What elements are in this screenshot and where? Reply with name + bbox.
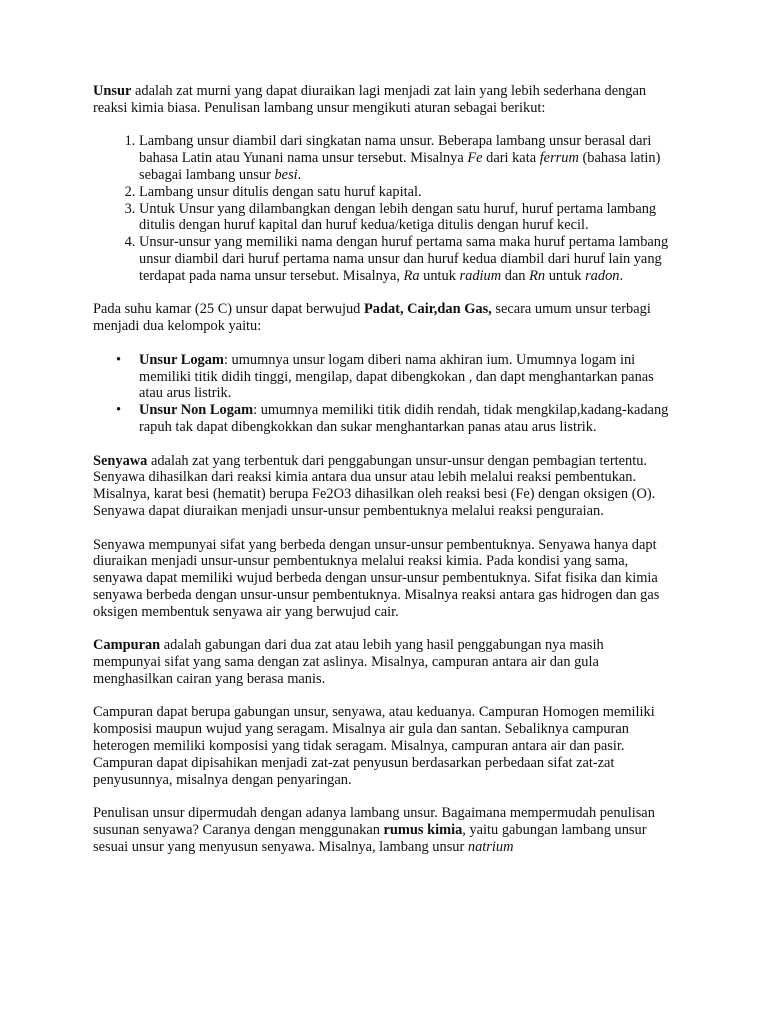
rule-4-text: dan (501, 267, 530, 284)
list-item (139, 201, 673, 235)
rule-1-text: Lambang unsur diambil dari singkatan nama unsur. Beberapa lambang unsur berasal dari bahasa Latin atau Yunani nama unsur tersebut. Misalnya (139, 133, 652, 167)
rules-list (93, 133, 673, 284)
wujud-text: Pada suhu kamar (25 C) unsur dapat berwujud (93, 301, 364, 318)
paragraph-senyawa-sifat: Senyawa mempunyai sifat yang berbeda dengan unsur-unsur pembentuknya. Senyawa hanya dapt diuraikan menjadi unsur-unsur pembentuknya melalui reaksi kimia. Pada kondisi yang sama, senyawa dapat memiliki wujud berbeda dengan unsur-unsur pembentuknya. Sifat fisika dan kimia senyawa berbeda dengan unsur-unsur pembentuknya. Misalnya reaksi antara gas hidrogen dan gas oksigen membentuk senyawa air yang berwujud cair. (93, 536, 660, 620)
list-item (139, 133, 673, 183)
rule-1-text: . (297, 166, 302, 183)
rumus-text: Penulisan unsur dipermudah dengan adanya lambang unsur. Bagaimana mempermudah penulisan susunan senyawa? Caranya dengan menggunakan (93, 805, 655, 839)
paragraph-campuran-jenis: Campuran dapat berupa gabungan unsur, senyawa, atau keduanya. Campuran Homogen memiliki komposisi maupun wujud yang seragam. Misalnya air gula dan santan. Sebaliknya campuran heterogen memiliki komposisi yang tidak seragam. Misalnya, campuran antara air dan pasir. Campuran dapat dipisahikan menjadi zat-zat penyusun berdasarkan perbedaan sifat zat-zat penyusunnya, misalnya dengan penyaringan. (93, 704, 655, 788)
rule-1-text: dari kata (482, 150, 540, 167)
rule-3-text: Untuk Unsur yang dilambangkan dengan lebih dengan satu huruf, huruf pertama lambang ditulis dengan huruf kapital dan huruf kedua/ketiga ditulis dengan huruf kecil. (139, 200, 657, 234)
paragraph-senyawa (93, 453, 673, 520)
bullet-icon: • (116, 351, 122, 368)
rule-2-text: Lambang unsur ditulis dengan satu huruf kapital. (139, 183, 422, 200)
list-item (139, 184, 673, 201)
unsur-intro: adalah zat murni yang dapat diuraikan lagi menjadi zat lain yang lebih sederhana dengan reaksi kimia biasa. Penulisan lambang unsur mengikuti aturan sebagai berikut: (93, 83, 647, 116)
campuran-text: adalah gabungan dari dua zat atau lebih yang hasil penggabungan nya masih mempunyai sifat yang sama dengan zat aslinya. Misalnya, campuran antara air dan gula menghasilkan cairan yang berasa manis. (93, 637, 604, 687)
list-item (139, 234, 673, 284)
paragraph-rumus-kimia (93, 805, 673, 855)
bullet-icon: • (116, 402, 122, 419)
kelompok-list (93, 352, 673, 436)
paragraph-unsur (93, 83, 673, 117)
word-radon: radon (585, 267, 620, 284)
term-campuran: Campuran (93, 637, 161, 654)
symbol-ra: Ra (403, 267, 420, 284)
word-natrium: natrium (467, 838, 514, 855)
senyawa-text: adalah zat yang terbentuk dari penggabungan unsur-unsur dengan pembagian tertentu. Senyawa dihasilkan dari reaksi kimia antara dua unsur atau lebih melalui reaksi pembentukan. Misalnya, karat besi (hematit) berupa Fe2O3 dihasilkan oleh reaksi besi (Fe) dengan oksigen (O). Senyawa dapat diuraikan menjadi unsur-unsur pembentuknya melalui reaksi penguraian. (93, 452, 656, 519)
word-radium: radium (459, 267, 502, 284)
nonlogam-text: : umumnya memiliki titik didih rendah, tidak mengkilap,kadang-kadang rapuh tak dapat dibengkokkan dan sukar menghantarkan panas atau arus listrik. (139, 402, 669, 435)
paragraph-campuran (93, 637, 673, 687)
word-ferrum: ferrum (539, 150, 579, 167)
symbol-rn: Rn (529, 267, 546, 284)
symbol-fe: Fe (467, 150, 483, 167)
wujud-text: secara umum unsur terbagi menjadi dua kelompok yaitu: (93, 301, 651, 335)
rule-4-text: untuk (545, 267, 586, 284)
rule-1-text: (bahasa latin) sebagai lambang unsur (139, 150, 661, 183)
rumus-text: , yaitu gabungan lambang unsur sesuai unsur yang menyusun senyawa. Misalnya, lambang unsur (93, 822, 647, 855)
rule-4-text: Unsur-unsur yang memiliki nama dengan huruf pertama sama maka huruf pertama lambang unsur diambil dari huruf pertama nama unsur dan huruf kedua diambil dari huruf lain yang terdapat pada nama unsur tersebut. Misalnya, (139, 234, 669, 284)
rule-4-text: . (619, 267, 624, 284)
document-page (93, 83, 673, 872)
word-besi: besi (274, 166, 298, 183)
list-item (116, 402, 673, 436)
rule-4-text: untuk (419, 267, 460, 284)
list-item (116, 351, 673, 402)
paragraph-wujud (93, 301, 673, 335)
term-unsur: Unsur (93, 83, 132, 99)
term-rumus-kimia: rumus kimia (383, 822, 463, 839)
wujud-bold: Padat, Cair,dan Gas, (363, 301, 492, 318)
term-unsur-non-logam: Unsur Non Logam (139, 402, 254, 419)
term-unsur-logam: Unsur Logam (139, 351, 224, 368)
logam-text: : umumnya unsur logam diberi nama akhiran ium. Umumnya logam ini memiliki titik didih tinggi, mengilap, dapat dibengkokan , dan dapt menghantarkan panas atau arus listrik. (139, 351, 654, 402)
term-senyawa: Senyawa (93, 452, 148, 469)
